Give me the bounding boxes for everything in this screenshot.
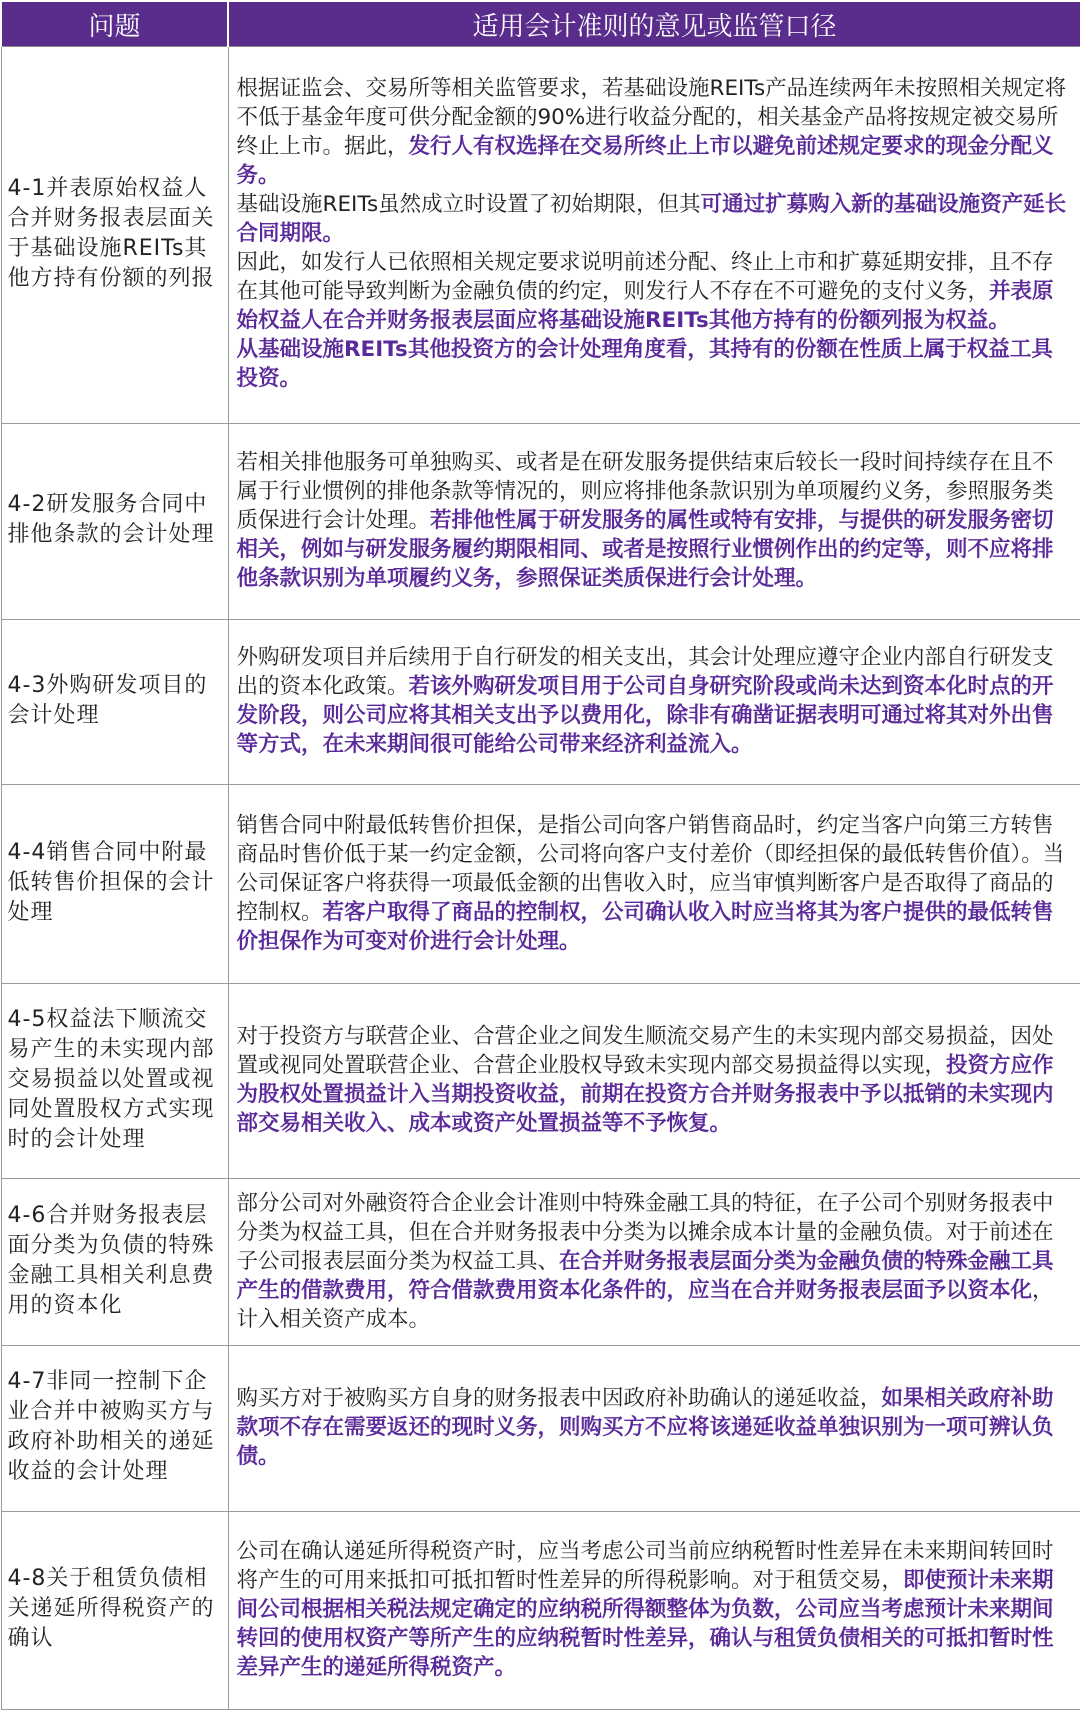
plain-text: 对于投资方与联营企业、合营企业之间发生顺流交易产生的未实现内部交易损益，因处置或视同处置联营企业、合营企业股权导致未实现内部交易损益得以实现， [236, 1023, 1054, 1078]
plain-text: 若相关排他服务可单独购买、或者是在研发服务提供结束后较长一段时间持续存在且不属于行业惯例的排他条款等情况的，则应将排他条款识别为单项履约义务，参照服务类质保进行会计处理。 [236, 449, 1054, 533]
paragraph [237, 1189, 1073, 1334]
plain-text-tail: ，计入相关资产成本。 [236, 1277, 1054, 1332]
opinion-cell [228, 1511, 1080, 1709]
paragraph [237, 811, 1073, 956]
plain-text: 部分公司对外融资符合企业会计准则中特殊金融工具的特征，在子公司个别财务报表中分类为权益工具，但在合并财务报表中分类为以摊余成本计量的金融负债。对于前述在子公司报表层面分类为权益工具、 [236, 1190, 1054, 1274]
highlight-text: 如果相关政府补助款项不存在需要返还的现时义务，则购买方不应将该递延收益单独识别为一项可辨认负债。 [236, 1385, 1054, 1469]
opinion-cell [228, 620, 1080, 785]
highlight-text: 即使预计未来期间公司根据相关税法规定确定的应纳税所得额整体为负数，公司应当考虑预计未来期间转回的使用权资产等所产生的应纳税暂时性差异，确认与租赁负债相关的可抵扣暂时性差异产生的递延所得税资产。 [236, 1567, 1054, 1680]
table-row [1, 983, 1080, 1178]
opinion-cell [228, 1178, 1080, 1346]
opinion-cell [228, 983, 1080, 1178]
highlight-text: 从基础设施REITs其他投资方的会计处理角度看，其持有的份额在性质上属于权益工具投资。 [236, 337, 1053, 392]
highlight-text: 若客户取得了商品的控制权，公司确认收入时应当将其为客户提供的最低转售价担保作为可变对价进行会计处理。 [236, 899, 1054, 954]
issue-cell: 4-5权益法下顺流交易产生的未实现内部交易损益以处置或视同处置股权方式实现时的会计处理 [1, 983, 228, 1178]
paragraph [237, 448, 1073, 593]
table-row [1, 620, 1080, 785]
opinion-cell [228, 1346, 1080, 1511]
table-row [1, 47, 1080, 424]
plain-text: 因此，如发行人已依照相关规定要求说明前述分配、终止上市和扩募延期安排，且不存在其他可能导致判断为金融负债的约定，则发行人不存在不可避免的支付义务， [236, 250, 1054, 305]
table-row [1, 423, 1080, 619]
table-row [1, 1511, 1080, 1709]
plain-text: 购买方对于被购买方自身的财务报表中因政府补助确认的递延收益， [236, 1385, 882, 1411]
paragraph [237, 248, 1073, 335]
paragraph [237, 190, 1073, 248]
issue-cell: 4-7非同一控制下企业合并中被购买方与政府补助相关的递延收益的会计处理 [1, 1346, 228, 1511]
table-header-row [1, 1, 1080, 47]
paragraph [237, 74, 1073, 190]
issue-cell: 4-4销售合同中附最低转售价担保的会计处理 [1, 785, 228, 983]
table-row [1, 785, 1080, 983]
issue-cell: 4-3外购研发项目的会计处理 [1, 620, 228, 785]
paragraph [237, 1537, 1073, 1682]
issue-cell: 4-8关于租赁负债相关递延所得税资产的确认 [1, 1511, 228, 1709]
table-row [1, 1346, 1080, 1511]
plain-text: 根据证监会、交易所等相关监管要求，若基础设施REITs产品连续两年未按照相关规定将不低于基金年度可供分配金额的90%进行收益分配的，相关基金产品将按规定被交易所终止上市。据此， [236, 76, 1067, 160]
highlight-text: 若该外购研发项目用于公司自身研究阶段或尚未达到资本化时点的开发阶段，则公司应将其相关支出予以费用化，除非有确凿证据表明可通过将其对外出售等方式，在未来期间很可能给公司带来经济利益流入。 [236, 674, 1054, 758]
highlight-text: 并表原始权益人在合并财务报表层面应将基础设施REITs其他方持有的份额列报为权益。 [236, 279, 1054, 334]
plain-text: 基础设施REITs虽然成立时设置了初始期限，但其 [236, 192, 701, 218]
table-row [1, 1178, 1080, 1346]
paragraph [237, 643, 1073, 759]
issue-cell: 4-1并表原始权益人合并财务报表层面关于基础设施REITs其他方持有份额的列报 [1, 47, 228, 424]
highlight-text: 投资方应作为股权处置损益计入当期投资收益，前期在投资方合并财务报表中予以抵销的未实现内部交易相关收入、成本或资产处置损益等不予恢复。 [236, 1052, 1054, 1136]
issue-cell: 4-2研发服务合同中排他条款的会计处理 [1, 423, 228, 619]
header-issue: 问题 [1, 1, 228, 47]
opinion-cell [228, 47, 1080, 424]
paragraph [237, 1384, 1073, 1471]
opinion-cell [228, 423, 1080, 619]
plain-text: 外购研发项目并后续用于自行研发的相关支出，其会计处理应遵守企业内部自行研发支出的资本化政策。 [236, 645, 1054, 700]
opinion-cell [228, 785, 1080, 983]
highlight-text: 可通过扩募购入新的基础设施资产延长合同期限。 [236, 192, 1067, 247]
paragraph [237, 335, 1073, 393]
header-opinion: 适用会计准则的意见或监管口径 [228, 1, 1080, 47]
plain-text: 销售合同中附最低转售价担保，是指公司向客户销售商品时，约定当客户向第三方转售商品时售价低于某一约定金额，公司将向客户支付差价（即经担保的最低转售价值）。当公司保证客户将获得一项最低金额的出售收入时，应当审慎判断客户是否取得了商品的控制权。 [236, 812, 1065, 925]
issue-cell: 4-6合并财务报表层面分类为负债的特殊金融工具相关利息费用的资本化 [1, 1178, 228, 1346]
highlight-text: 发行人有权选择在交易所终止上市以避免前述规定要求的现金分配义务。 [236, 134, 1054, 189]
highlight-text: 若排他性属于研发服务的属性或特有安排，与提供的研发服务密切相关，例如与研发服务履约期限相同、或者是按照行业惯例作出的约定等，则不应将排他条款识别为单项履约义务，参照保证类质保进行会计处理。 [236, 507, 1054, 591]
highlight-text: 在合并财务报表层面分类为金融负债的特殊金融工具产生的借款费用，符合借款费用资本化条件的，应当在合并财务报表层面予以资本化 [236, 1248, 1054, 1303]
paragraph [237, 1022, 1073, 1138]
plain-text: 公司在确认递延所得税资产时，应当考虑公司当前应纳税暂时性差异在未来期间转回时将产生的可用来抵扣可抵扣暂时性差异的所得税影响。对于租赁交易， [236, 1538, 1054, 1593]
